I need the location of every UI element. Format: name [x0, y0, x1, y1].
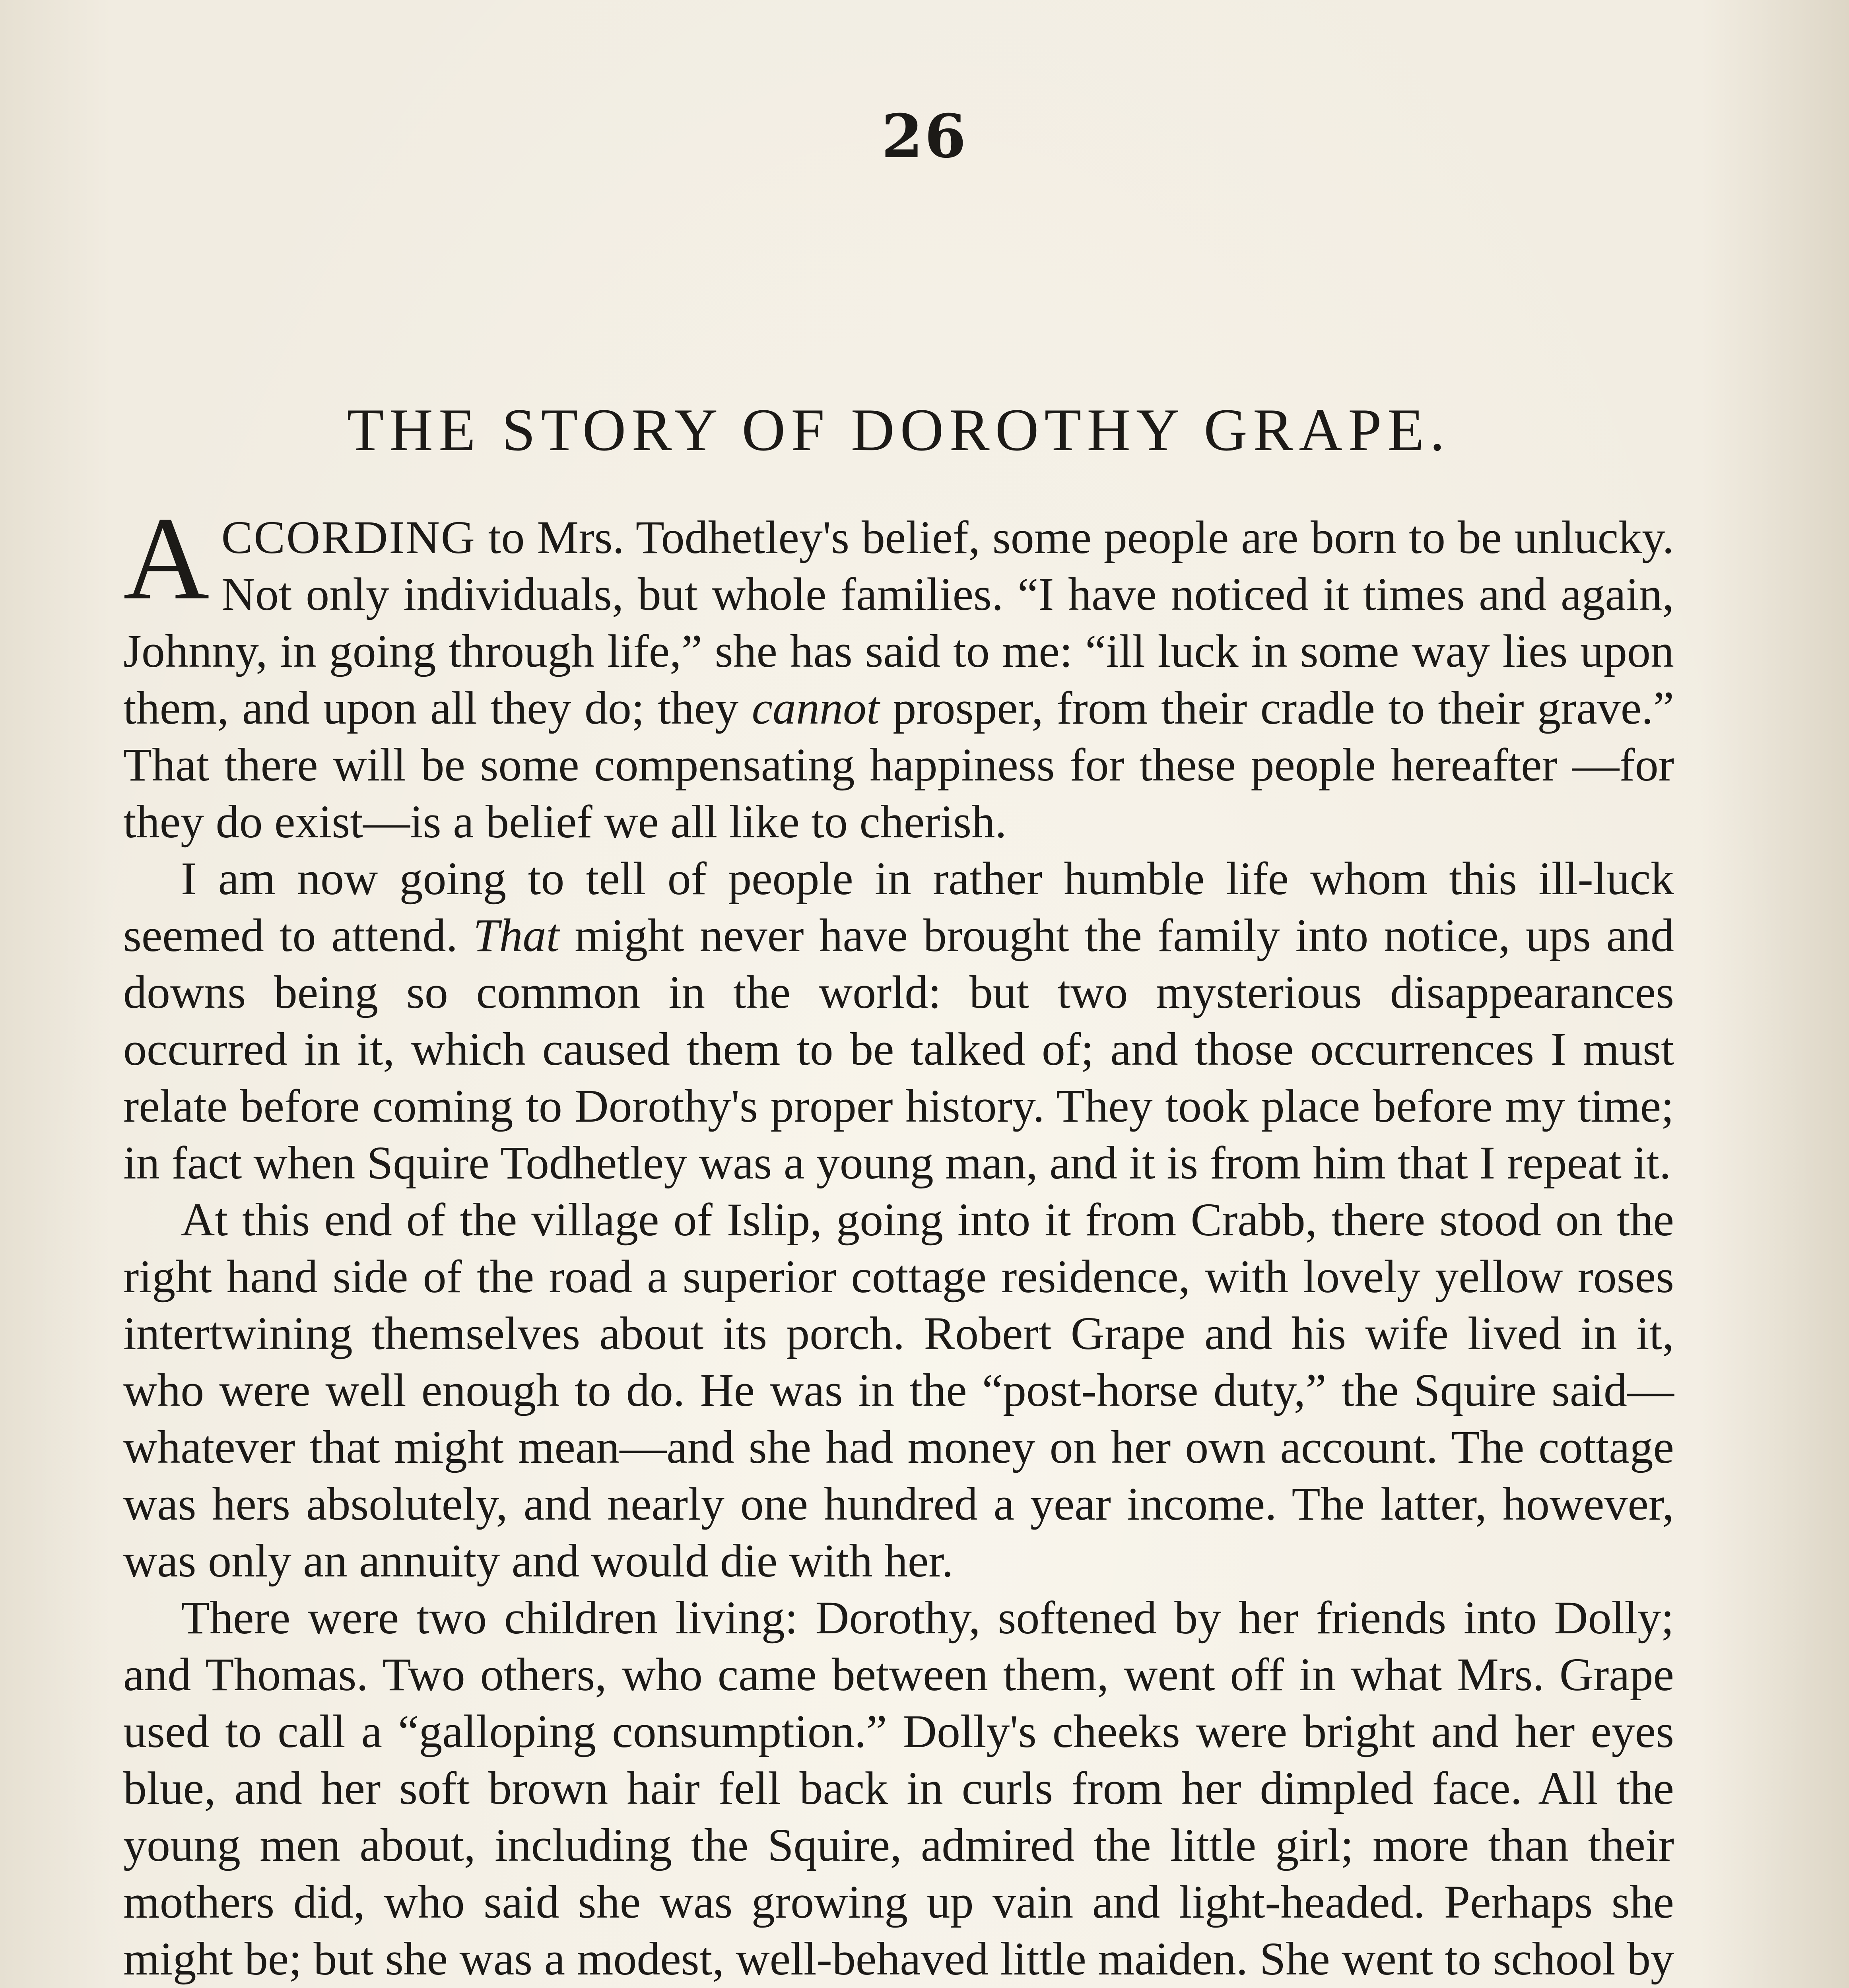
paragraph-2-text-b: might never have brought the family into notice, ups and downs being so common in the world: but two mysterious disappearances occurred in it, which caused them to be talked of; and those occurrences I must relate before coming to Dorothy's proper history. They took place before my time; in fact when Squire Todhetley was a young man, and it is from him that I repeat it.: [123, 909, 1674, 1189]
paragraph-2-text-a: I am now going to tell of people in rather humble life whom this ill-luck seemed to attend.: [123, 852, 1674, 961]
paragraph-2: [123, 850, 1674, 1191]
paragraph-1: [123, 492, 1674, 850]
page-number: 26: [881, 101, 968, 171]
paragraph-1-text-a: to Mrs. Todhetley's belief, some people are born to be unlucky. Not only individuals, but whole families. “I have noticed it times and again, Johnny, in going through life,” she has said to me: “ill luck in some way lies upon them, and upon all they do; they: [123, 511, 1674, 734]
emphasis-that: That: [473, 909, 559, 961]
paragraph-1-text-b: prosper, from their cradle to their grave.” That there will be some compensating happiness for these people hereafter —for they do exist—is a belief we all like to cherish.: [123, 682, 1674, 848]
paragraph-4: There were two children living: Dorothy, softened by her friends into Dolly; and Thomas. Two others, who came between them, went off in what Mrs. Grape used to call a “galloping consumption.” Dolly's cheeks were bright and her eyes blue, and her soft brown hair fell back in curls from her dimpled face. All the young men about, including the Squire, admired the little girl; more than their mothers did, who said she was growing up vain and light-headed. Perhaps she might be; but she was a modest, well-behaved little maiden. She went to school by: [123, 1592, 1674, 1985]
lead-word: CCORDING: [221, 511, 476, 563]
drop-cap: A: [123, 492, 210, 624]
emphasis-cannot: cannot: [752, 682, 880, 734]
story-body: [123, 492, 1674, 1988]
paragraph-3: At this end of the village of Islip, going into it from Crabb, there stood on the right hand side of the road a superior cottage residence, with lovely yellow roses intertwining themselves about its porch. Robert Grape and his wife lived in it, who were well enough to do. He was in the “post-horse duty,” the Squire said—whatever that might mean—and she had money on her own account. The cottage was hers absolutely, and nearly one hundred a year income. The latter, however, was only an annuity and would die with her.: [123, 1194, 1674, 1587]
story-title: THE STORY OF DOROTHY GRAPE.: [347, 396, 1451, 463]
